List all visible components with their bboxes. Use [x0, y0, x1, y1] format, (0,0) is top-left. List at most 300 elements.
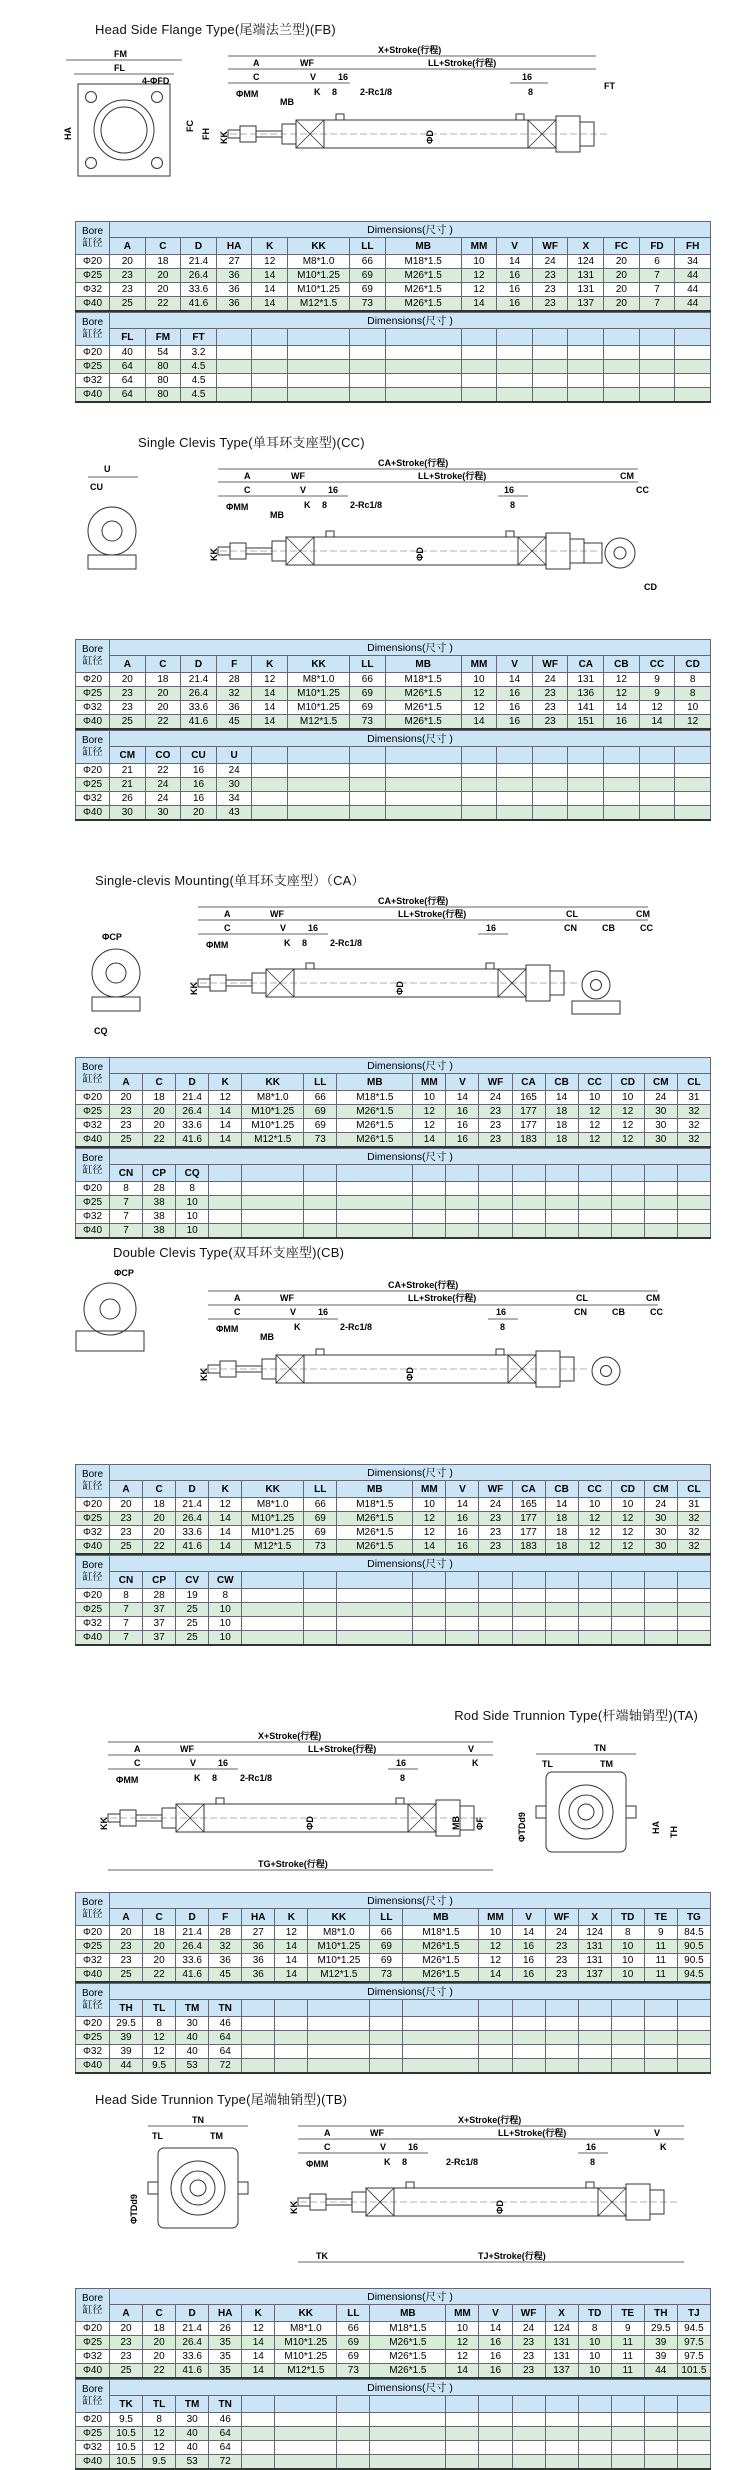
dimension-label: KK: [209, 548, 219, 561]
table-row: [76, 2059, 711, 2074]
table-cell: 12: [604, 673, 640, 687]
bore-value: Φ40: [76, 2455, 110, 2470]
table-cell: [288, 346, 350, 360]
table-cell: [497, 764, 533, 778]
section-title: Double Clevis Type(双耳环支座型)(CB): [113, 1245, 345, 1260]
dimension-label: ΦD: [395, 981, 405, 995]
bore-value: Φ32: [76, 374, 110, 388]
table-cell: 20: [110, 673, 146, 687]
table-cell: 23: [532, 269, 568, 283]
column-header: [644, 2000, 677, 2017]
dimension-label: ΦMM: [236, 89, 259, 99]
table-cell: [611, 1603, 644, 1617]
bore-value: Φ25: [76, 1603, 110, 1617]
table-cell: [512, 2017, 545, 2031]
column-header: [446, 2396, 479, 2413]
table-cell: 7: [639, 269, 675, 283]
dimension-label: 8: [212, 1773, 218, 1783]
table-columns-row: [76, 2000, 711, 2017]
table-cell: M10*1.25: [275, 2350, 337, 2364]
table-row: [76, 1617, 711, 1631]
table-cell: 137: [578, 1968, 611, 1983]
table-cell: 32: [677, 1133, 710, 1148]
column-header: MM: [413, 1481, 446, 1498]
table-row: [76, 792, 711, 806]
column-header: FT: [181, 329, 217, 346]
table-cell: 64: [110, 360, 146, 374]
column-header: [578, 1572, 611, 1589]
table-row: [76, 2441, 711, 2455]
table-cell: [242, 1589, 304, 1603]
dimension-label: C: [234, 1307, 241, 1317]
table-cell: M26*1.5: [385, 283, 461, 297]
column-header: WF: [545, 1909, 578, 1926]
table-cell: 24: [532, 255, 568, 269]
column-header: CP: [143, 1165, 176, 1182]
table-cell: 16: [181, 792, 217, 806]
bore-value: Φ20: [76, 2413, 110, 2427]
table-cell: 12: [611, 1540, 644, 1555]
table-cell: [242, 2031, 275, 2045]
table-cell: [604, 360, 640, 374]
table-cell: [242, 1182, 304, 1196]
bore-value: Φ40: [76, 715, 110, 730]
table-cell: M12*1.5: [275, 2364, 337, 2379]
table-cell: 23: [110, 2336, 143, 2350]
table-row: [76, 1105, 711, 1119]
dimension-label: CB: [602, 923, 615, 933]
table-cell: 16: [181, 778, 217, 792]
column-header: HA: [242, 1909, 275, 1926]
table-cell: 10: [446, 2322, 479, 2336]
table-cell: 12: [578, 1512, 611, 1526]
table-cell: 64: [110, 374, 146, 388]
table-cell: [545, 1617, 578, 1631]
table-cell: 165: [512, 1091, 545, 1105]
bore-header: Bore 缸径: [76, 313, 110, 346]
table-cell: 7: [110, 1617, 143, 1631]
section-rod-side-trunnion-ta: [0, 1708, 750, 2074]
column-header: [242, 1572, 304, 1589]
dimension-label: LL+Stroke(行程): [308, 1744, 377, 1754]
table-cell: 23: [110, 269, 146, 283]
dimensions-header: Dimensions(尺寸 ): [110, 2380, 711, 2396]
table-cell: 34: [675, 255, 711, 269]
table-cell: M26*1.5: [385, 715, 461, 730]
table-cell: [350, 374, 386, 388]
table-cell: [545, 1210, 578, 1224]
table-cell: 16: [497, 269, 533, 283]
table-columns-row: [76, 747, 711, 764]
column-header: FM: [145, 329, 181, 346]
table-cell: [578, 2045, 611, 2059]
table-cell: 4.5: [181, 360, 217, 374]
dimension-label: CC: [640, 923, 653, 933]
table-cell: [479, 2059, 512, 2074]
table-cell: [370, 2017, 403, 2031]
dimension-label: C: [244, 485, 251, 495]
table-cell: 14: [242, 2350, 275, 2364]
table-cell: 131: [545, 2336, 578, 2350]
table-cell: 14: [545, 1091, 578, 1105]
table-cell: [337, 2427, 370, 2441]
table-cell: [545, 2017, 578, 2031]
table-cell: 36: [216, 701, 252, 715]
table-cell: [209, 1196, 242, 1210]
table-cell: [578, 2031, 611, 2045]
table-cell: 8: [578, 2322, 611, 2336]
table-cell: [639, 388, 675, 403]
table-cell: [242, 2455, 275, 2470]
table-row: [76, 806, 711, 821]
column-header: TL: [143, 2000, 176, 2017]
table-cell: 28: [216, 673, 252, 687]
table-cell: [604, 764, 640, 778]
table-cell: 18: [545, 1119, 578, 1133]
column-header: [677, 1165, 710, 1182]
table-cell: 8: [675, 687, 711, 701]
table-cell: 35: [209, 2364, 242, 2379]
table-cell: 14: [252, 701, 288, 715]
table-cell: 10: [176, 1196, 209, 1210]
dimension-label: TL: [542, 1759, 553, 1769]
column-header: TE: [611, 2305, 644, 2322]
column-header: LL: [370, 1909, 403, 1926]
column-header: WF: [532, 238, 568, 255]
table-cell: [611, 1210, 644, 1224]
dimension-label: CN: [574, 1307, 587, 1317]
table-cell: 36: [216, 283, 252, 297]
column-header: X: [578, 1909, 611, 1926]
table-cell: [275, 2413, 337, 2427]
table-cell: [644, 2413, 677, 2427]
table-cell: [275, 2455, 337, 2470]
column-header: [337, 1572, 413, 1589]
table-cell: [675, 374, 711, 388]
table-cell: [304, 1603, 337, 1617]
table-cell: 23: [110, 701, 146, 715]
table-cell: 12: [639, 701, 675, 715]
table-cell: M26*1.5: [370, 2336, 446, 2350]
table-cell: [479, 1603, 512, 1617]
table-cell: 12: [604, 687, 640, 701]
table-cell: [532, 346, 568, 360]
table-cell: [461, 764, 497, 778]
table-cell: 33.6: [176, 1526, 209, 1540]
table-cell: 20: [110, 1498, 143, 1512]
table-cell: [604, 806, 640, 821]
column-header: [675, 329, 711, 346]
table-row: [76, 764, 711, 778]
table-cell: [252, 764, 288, 778]
table-cell: [288, 778, 350, 792]
dimension-label: 16: [308, 923, 319, 933]
column-header: TN: [209, 2396, 242, 2413]
dimensions-table-2: [75, 2379, 711, 2470]
dimension-label: KK: [199, 1368, 209, 1381]
table-cell: 54: [145, 346, 181, 360]
table-cell: [304, 1196, 337, 1210]
dimension-label: K: [472, 1758, 479, 1768]
table-cell: 151: [568, 715, 604, 730]
table-cell: 10: [611, 1091, 644, 1105]
table-cell: [675, 360, 711, 374]
column-header: CV: [176, 1572, 209, 1589]
table-cell: [532, 778, 568, 792]
dimension-label: CN: [564, 923, 577, 933]
table-cell: [446, 1182, 479, 1196]
table-cell: 10: [578, 1091, 611, 1105]
column-header: [639, 747, 675, 764]
table-cell: 12: [578, 1133, 611, 1148]
table-cell: 23: [110, 1512, 143, 1526]
table-cell: 22: [145, 764, 181, 778]
table-cell: [337, 1196, 413, 1210]
table-cell: 14: [252, 297, 288, 312]
dimension-label: TK: [316, 2251, 328, 2261]
table-cell: 25: [110, 1133, 143, 1148]
table-cell: 7: [110, 1603, 143, 1617]
table-cell: 12: [446, 2336, 479, 2350]
table-cell: 16: [479, 2350, 512, 2364]
bore-value: Φ40: [76, 1224, 110, 1239]
table-cell: 165: [512, 1498, 545, 1512]
column-header: A: [110, 2305, 143, 2322]
table-cell: [446, 1631, 479, 1646]
table-row: [76, 715, 711, 730]
table-cell: [677, 2059, 710, 2074]
table-cell: M18*1.5: [385, 673, 461, 687]
table-cell: [304, 1631, 337, 1646]
column-header: [497, 329, 533, 346]
dimension-label: 16: [408, 2142, 419, 2152]
table-cell: 33.6: [176, 1954, 209, 1968]
table-cell: [644, 1196, 677, 1210]
table-cell: 53: [176, 2455, 209, 2470]
table-cell: 25: [110, 1968, 143, 1983]
dimension-label: V: [300, 485, 307, 495]
table-header-row: [76, 731, 711, 747]
dimension-label: C: [324, 2142, 331, 2152]
table-cell: M18*1.5: [403, 1926, 479, 1940]
dimension-label: CA+Stroke(行程): [388, 1280, 459, 1290]
table-cell: 64: [209, 2045, 242, 2059]
table-cell: 73: [350, 715, 386, 730]
table-cell: [644, 1631, 677, 1646]
dimension-label: A: [253, 58, 260, 68]
table-cell: [337, 2455, 370, 2470]
table-cell: [578, 1196, 611, 1210]
section-title: Head Side Flange Type(尾端法兰型)(FB): [95, 22, 336, 37]
table-cell: 30: [176, 2017, 209, 2031]
table-cell: [644, 2017, 677, 2031]
dimensions-header: Dimensions(尺寸 ): [110, 222, 711, 238]
column-header: V: [497, 656, 533, 673]
column-header: A: [110, 1074, 143, 1091]
dimension-label: TN: [594, 1743, 606, 1753]
table-cell: 21.4: [181, 255, 217, 269]
bore-value: Φ32: [76, 701, 110, 715]
dimension-label: 2-Rc1/8: [446, 2157, 479, 2167]
section-single-clevis-cc: [0, 435, 750, 821]
table-cell: 3.2: [181, 346, 217, 360]
table-cell: 69: [370, 1954, 403, 1968]
table-cell: 10: [176, 1224, 209, 1239]
table-cell: 14: [242, 2336, 275, 2350]
table-cell: [639, 806, 675, 821]
dimension-label: KK: [219, 131, 229, 144]
bore-value: Φ25: [76, 2336, 110, 2350]
table-header-row: [76, 1465, 711, 1481]
table-cell: 137: [545, 2364, 578, 2379]
table-cell: 69: [337, 2336, 370, 2350]
table-cell: [545, 1182, 578, 1196]
column-header: [288, 329, 350, 346]
dimension-label: K: [194, 1773, 201, 1783]
dimension-label: MB: [270, 510, 284, 520]
table-cell: 16: [446, 1133, 479, 1148]
table-cell: 10.5: [110, 2455, 143, 2470]
dimension-label: TN: [192, 2115, 204, 2125]
dimensions-table-1: [75, 639, 711, 730]
table-cell: 14: [275, 1954, 308, 1968]
table-columns-row: [76, 1909, 711, 1926]
technical-drawing: [48, 457, 708, 627]
table-cell: 32: [677, 1105, 710, 1119]
table-cell: 24: [644, 1091, 677, 1105]
table-cell: [242, 1603, 304, 1617]
table-cell: 64: [209, 2031, 242, 2045]
table-cell: 22: [143, 1968, 176, 1983]
table-header-row: [76, 313, 711, 329]
table-cell: 7: [639, 283, 675, 297]
table-cell: [385, 792, 461, 806]
table-cell: 39: [644, 2350, 677, 2364]
table-cell: 33.6: [176, 1119, 209, 1133]
technical-drawing: [48, 895, 708, 1045]
table-cell: 84.5: [677, 1926, 710, 1940]
table-cell: 12: [611, 1119, 644, 1133]
table-cell: [446, 1589, 479, 1603]
table-header-row: [76, 2289, 711, 2305]
dimension-label: CD: [644, 582, 657, 592]
table-cell: [512, 2413, 545, 2427]
dimension-label: CM: [646, 1293, 660, 1303]
table-cell: 26.4: [176, 1512, 209, 1526]
dimension-label: 16: [486, 923, 497, 933]
table-cell: 18: [145, 255, 181, 269]
column-header: [604, 747, 640, 764]
table-cell: [644, 2455, 677, 2470]
table-cell: M18*1.5: [337, 1091, 413, 1105]
table-cell: 44: [110, 2059, 143, 2074]
dimension-label: MB: [451, 1816, 461, 1830]
table-cell: [532, 806, 568, 821]
table-cell: [304, 1182, 337, 1196]
table-cell: 23: [532, 297, 568, 312]
table-row: [76, 778, 711, 792]
column-header: LL: [304, 1074, 337, 1091]
table-cell: M8*1.0: [275, 2322, 337, 2336]
table-cell: 36: [209, 1954, 242, 1968]
dimension-label: FL: [114, 63, 125, 73]
column-header: [337, 1165, 413, 1182]
dimension-label: CM: [620, 471, 634, 481]
table-cell: 12: [143, 2427, 176, 2441]
column-header: [446, 1165, 479, 1182]
table-cell: [413, 1182, 446, 1196]
column-header: [461, 747, 497, 764]
bore-header: Bore 缸径: [76, 222, 110, 255]
table-cell: 23: [479, 1512, 512, 1526]
table-cell: 40: [176, 2441, 209, 2455]
dimension-label: C: [253, 72, 260, 82]
table-cell: [252, 792, 288, 806]
table-cell: 20: [145, 283, 181, 297]
dimension-label: CC: [636, 485, 649, 495]
dimensions-header: Dimensions(尺寸 ): [110, 313, 711, 329]
column-header: [385, 329, 461, 346]
column-header: TM: [176, 2000, 209, 2017]
column-header: CQ: [176, 1165, 209, 1182]
column-header: TH: [644, 2305, 677, 2322]
dimension-label: V: [310, 72, 317, 82]
table-cell: 35: [209, 2350, 242, 2364]
dimension-label: TJ+Stroke(行程): [478, 2251, 546, 2261]
table-cell: [446, 1224, 479, 1239]
table-cell: [288, 388, 350, 403]
table-cell: 14: [479, 1968, 512, 1983]
section-double-clevis-cb: [0, 1245, 750, 1646]
column-header: [611, 2000, 644, 2017]
table-cell: 66: [337, 2322, 370, 2336]
table-cell: [252, 374, 288, 388]
column-header: [677, 2396, 710, 2413]
table-cell: [675, 778, 711, 792]
table-cell: [370, 2413, 446, 2427]
table-cell: [337, 1631, 413, 1646]
table-cell: M26*1.5: [337, 1133, 413, 1148]
dimension-label: HA: [63, 127, 73, 140]
table-cell: [252, 778, 288, 792]
table-cell: [350, 806, 386, 821]
table-cell: 33.6: [181, 701, 217, 715]
table-cell: [611, 1617, 644, 1631]
table-cell: [611, 1182, 644, 1196]
column-header: [308, 2000, 370, 2017]
table-cell: 53: [176, 2059, 209, 2074]
column-header: V: [512, 1909, 545, 1926]
table-cell: [677, 1182, 710, 1196]
table-cell: [304, 1617, 337, 1631]
table-cell: [446, 2455, 479, 2470]
column-header: LL: [337, 2305, 370, 2322]
table-cell: 101.5: [677, 2364, 710, 2379]
table-cell: 7: [639, 297, 675, 312]
table-cell: 12: [479, 1954, 512, 1968]
table-cell: [242, 1617, 304, 1631]
table-cell: 131: [568, 269, 604, 283]
table-cell: 16: [497, 297, 533, 312]
dimension-label: ΦD: [425, 130, 435, 144]
table-cell: [308, 2059, 370, 2074]
column-header: KK: [242, 1481, 304, 1498]
table-cell: 30: [176, 2413, 209, 2427]
column-header: LL: [304, 1481, 337, 1498]
table-cell: [479, 1182, 512, 1196]
column-header: [512, 1165, 545, 1182]
column-header: V: [446, 1074, 479, 1091]
